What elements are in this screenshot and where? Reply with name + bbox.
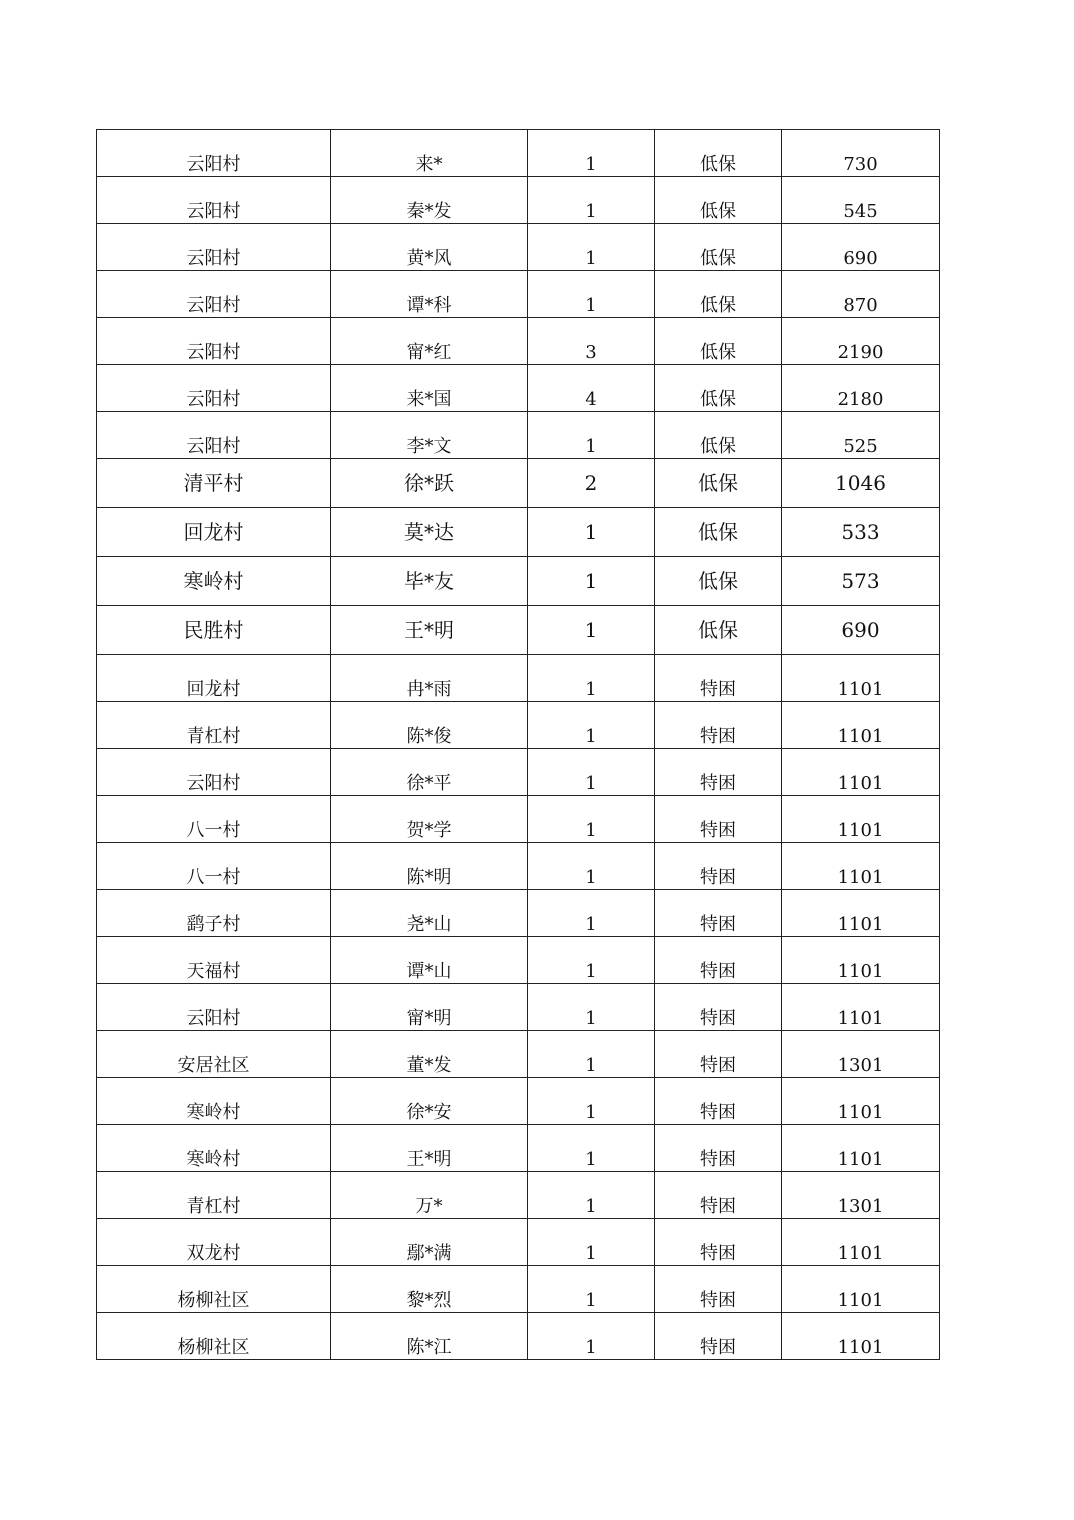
- village-cell: 清平村: [97, 459, 331, 508]
- household-count-cell: 4: [528, 365, 655, 412]
- village-cell: 鹞子村: [97, 890, 331, 937]
- table-row: [97, 702, 940, 749]
- amount-cell: 1101: [782, 890, 940, 937]
- household-count-cell: 1: [528, 1266, 655, 1313]
- table-row: [97, 984, 940, 1031]
- table-row: [97, 1266, 940, 1313]
- assistance-type-cell: 低保: [655, 365, 782, 412]
- amount-cell: 1101: [782, 655, 940, 702]
- household-count-cell: 1: [528, 1219, 655, 1266]
- assistance-type-cell: 特困: [655, 1313, 782, 1360]
- household-count-cell: 1: [528, 937, 655, 984]
- amount-cell: 730: [782, 130, 940, 177]
- village-cell: 回龙村: [97, 508, 331, 557]
- name-cell: 谭*科: [331, 271, 528, 318]
- assistance-type-cell: 特困: [655, 1219, 782, 1266]
- name-cell: 甯*红: [331, 318, 528, 365]
- name-cell: 王*明: [331, 1125, 528, 1172]
- amount-cell: 545: [782, 177, 940, 224]
- amount-cell: 1101: [782, 749, 940, 796]
- household-count-cell: 1: [528, 796, 655, 843]
- name-cell: 鄢*满: [331, 1219, 528, 1266]
- assistance-type-cell: 低保: [655, 130, 782, 177]
- assistance-type-cell: 低保: [655, 224, 782, 271]
- table-row: [97, 606, 940, 655]
- assistance-type-cell: 特困: [655, 1172, 782, 1219]
- assistance-type-cell: 特困: [655, 655, 782, 702]
- assistance-type-cell: 特困: [655, 749, 782, 796]
- village-cell: 云阳村: [97, 412, 331, 459]
- assistance-type-cell: 特困: [655, 843, 782, 890]
- name-cell: 尧*山: [331, 890, 528, 937]
- assistance-type-cell: 特困: [655, 796, 782, 843]
- amount-cell: 1101: [782, 937, 940, 984]
- amount-cell: 1101: [782, 1219, 940, 1266]
- village-cell: 青杠村: [97, 1172, 331, 1219]
- household-count-cell: 1: [528, 1078, 655, 1125]
- table-row: [97, 271, 940, 318]
- amount-cell: 1101: [782, 796, 940, 843]
- table-row: [97, 655, 940, 702]
- village-cell: 云阳村: [97, 271, 331, 318]
- name-cell: 甯*明: [331, 984, 528, 1031]
- assistance-type-cell: 低保: [655, 606, 782, 655]
- table-row: [97, 365, 940, 412]
- amount-cell: 1301: [782, 1031, 940, 1078]
- household-count-cell: 1: [528, 177, 655, 224]
- household-count-cell: 1: [528, 412, 655, 459]
- table-row: [97, 1219, 940, 1266]
- assistance-type-cell: 低保: [655, 271, 782, 318]
- table-row: [97, 843, 940, 890]
- amount-cell: 1101: [782, 984, 940, 1031]
- amount-cell: 1301: [782, 1172, 940, 1219]
- amount-cell: 2190: [782, 318, 940, 365]
- household-count-cell: 1: [528, 508, 655, 557]
- table-row: [97, 796, 940, 843]
- household-count-cell: 1: [528, 557, 655, 606]
- table-row: [97, 224, 940, 271]
- village-cell: 云阳村: [97, 224, 331, 271]
- assistance-type-cell: 低保: [655, 412, 782, 459]
- amount-cell: 533: [782, 508, 940, 557]
- assistance-type-cell: 特困: [655, 937, 782, 984]
- assistance-type-cell: 低保: [655, 177, 782, 224]
- household-count-cell: 1: [528, 1125, 655, 1172]
- village-cell: 杨柳社区: [97, 1266, 331, 1313]
- table-row: [97, 1172, 940, 1219]
- amount-cell: 573: [782, 557, 940, 606]
- table-row: [97, 890, 940, 937]
- household-count-cell: 1: [528, 1172, 655, 1219]
- name-cell: 万*: [331, 1172, 528, 1219]
- village-cell: 青杠村: [97, 702, 331, 749]
- amount-cell: 1101: [782, 702, 940, 749]
- assistance-type-cell: 特困: [655, 984, 782, 1031]
- village-cell: 云阳村: [97, 984, 331, 1031]
- household-count-cell: 1: [528, 984, 655, 1031]
- name-cell: 黎*烈: [331, 1266, 528, 1313]
- assistance-type-cell: 低保: [655, 459, 782, 508]
- amount-cell: 870: [782, 271, 940, 318]
- amount-cell: 1101: [782, 1078, 940, 1125]
- household-count-cell: 1: [528, 749, 655, 796]
- name-cell: 董*发: [331, 1031, 528, 1078]
- name-cell: 徐*安: [331, 1078, 528, 1125]
- name-cell: 陈*江: [331, 1313, 528, 1360]
- table-row: [97, 1125, 940, 1172]
- table-row: [97, 1078, 940, 1125]
- amount-cell: 1101: [782, 843, 940, 890]
- assistance-type-cell: 特困: [655, 1031, 782, 1078]
- assistance-type-cell: 特困: [655, 1125, 782, 1172]
- table-row: [97, 937, 940, 984]
- village-cell: 民胜村: [97, 606, 331, 655]
- name-cell: 来*: [331, 130, 528, 177]
- name-cell: 谭*山: [331, 937, 528, 984]
- household-count-cell: 1: [528, 130, 655, 177]
- name-cell: 冉*雨: [331, 655, 528, 702]
- household-count-cell: 1: [528, 606, 655, 655]
- amount-cell: 690: [782, 224, 940, 271]
- name-cell: 莫*达: [331, 508, 528, 557]
- assistance-type-cell: 特困: [655, 1266, 782, 1313]
- table-row: [97, 177, 940, 224]
- village-cell: 寒岭村: [97, 557, 331, 606]
- assistance-type-cell: 特困: [655, 702, 782, 749]
- village-cell: 天福村: [97, 937, 331, 984]
- household-count-cell: 1: [528, 843, 655, 890]
- name-cell: 毕*友: [331, 557, 528, 606]
- table-row: [97, 459, 940, 508]
- assistance-table: [96, 129, 940, 1360]
- amount-cell: 690: [782, 606, 940, 655]
- assistance-type-cell: 特困: [655, 890, 782, 937]
- table-row: [97, 318, 940, 365]
- household-count-cell: 1: [528, 702, 655, 749]
- amount-cell: 1046: [782, 459, 940, 508]
- assistance-type-cell: 低保: [655, 508, 782, 557]
- household-count-cell: 1: [528, 271, 655, 318]
- table-row: [97, 412, 940, 459]
- village-cell: 八一村: [97, 843, 331, 890]
- amount-cell: 1101: [782, 1125, 940, 1172]
- name-cell: 徐*跃: [331, 459, 528, 508]
- village-cell: 云阳村: [97, 318, 331, 365]
- village-cell: 回龙村: [97, 655, 331, 702]
- table-body: [97, 130, 940, 1360]
- household-count-cell: 1: [528, 655, 655, 702]
- amount-cell: 1101: [782, 1313, 940, 1360]
- table-row: [97, 1031, 940, 1078]
- assistance-type-cell: 特困: [655, 1078, 782, 1125]
- household-count-cell: 1: [528, 1031, 655, 1078]
- amount-cell: 525: [782, 412, 940, 459]
- amount-cell: 1101: [782, 1266, 940, 1313]
- table-row: [97, 557, 940, 606]
- household-count-cell: 3: [528, 318, 655, 365]
- name-cell: 李*文: [331, 412, 528, 459]
- village-cell: 云阳村: [97, 130, 331, 177]
- village-cell: 八一村: [97, 796, 331, 843]
- village-cell: 云阳村: [97, 177, 331, 224]
- name-cell: 黄*风: [331, 224, 528, 271]
- name-cell: 陈*明: [331, 843, 528, 890]
- assistance-type-cell: 低保: [655, 318, 782, 365]
- village-cell: 寒岭村: [97, 1125, 331, 1172]
- amount-cell: 2180: [782, 365, 940, 412]
- name-cell: 陈*俊: [331, 702, 528, 749]
- household-count-cell: 1: [528, 1313, 655, 1360]
- village-cell: 云阳村: [97, 749, 331, 796]
- name-cell: 秦*发: [331, 177, 528, 224]
- table-row: [97, 1313, 940, 1360]
- household-count-cell: 2: [528, 459, 655, 508]
- name-cell: 贺*学: [331, 796, 528, 843]
- village-cell: 双龙村: [97, 1219, 331, 1266]
- village-cell: 寒岭村: [97, 1078, 331, 1125]
- village-cell: 杨柳社区: [97, 1313, 331, 1360]
- village-cell: 安居社区: [97, 1031, 331, 1078]
- name-cell: 徐*平: [331, 749, 528, 796]
- village-cell: 云阳村: [97, 365, 331, 412]
- table-row: [97, 749, 940, 796]
- name-cell: 王*明: [331, 606, 528, 655]
- name-cell: 来*国: [331, 365, 528, 412]
- household-count-cell: 1: [528, 890, 655, 937]
- table-row: [97, 508, 940, 557]
- household-count-cell: 1: [528, 224, 655, 271]
- assistance-type-cell: 低保: [655, 557, 782, 606]
- table-row: [97, 130, 940, 177]
